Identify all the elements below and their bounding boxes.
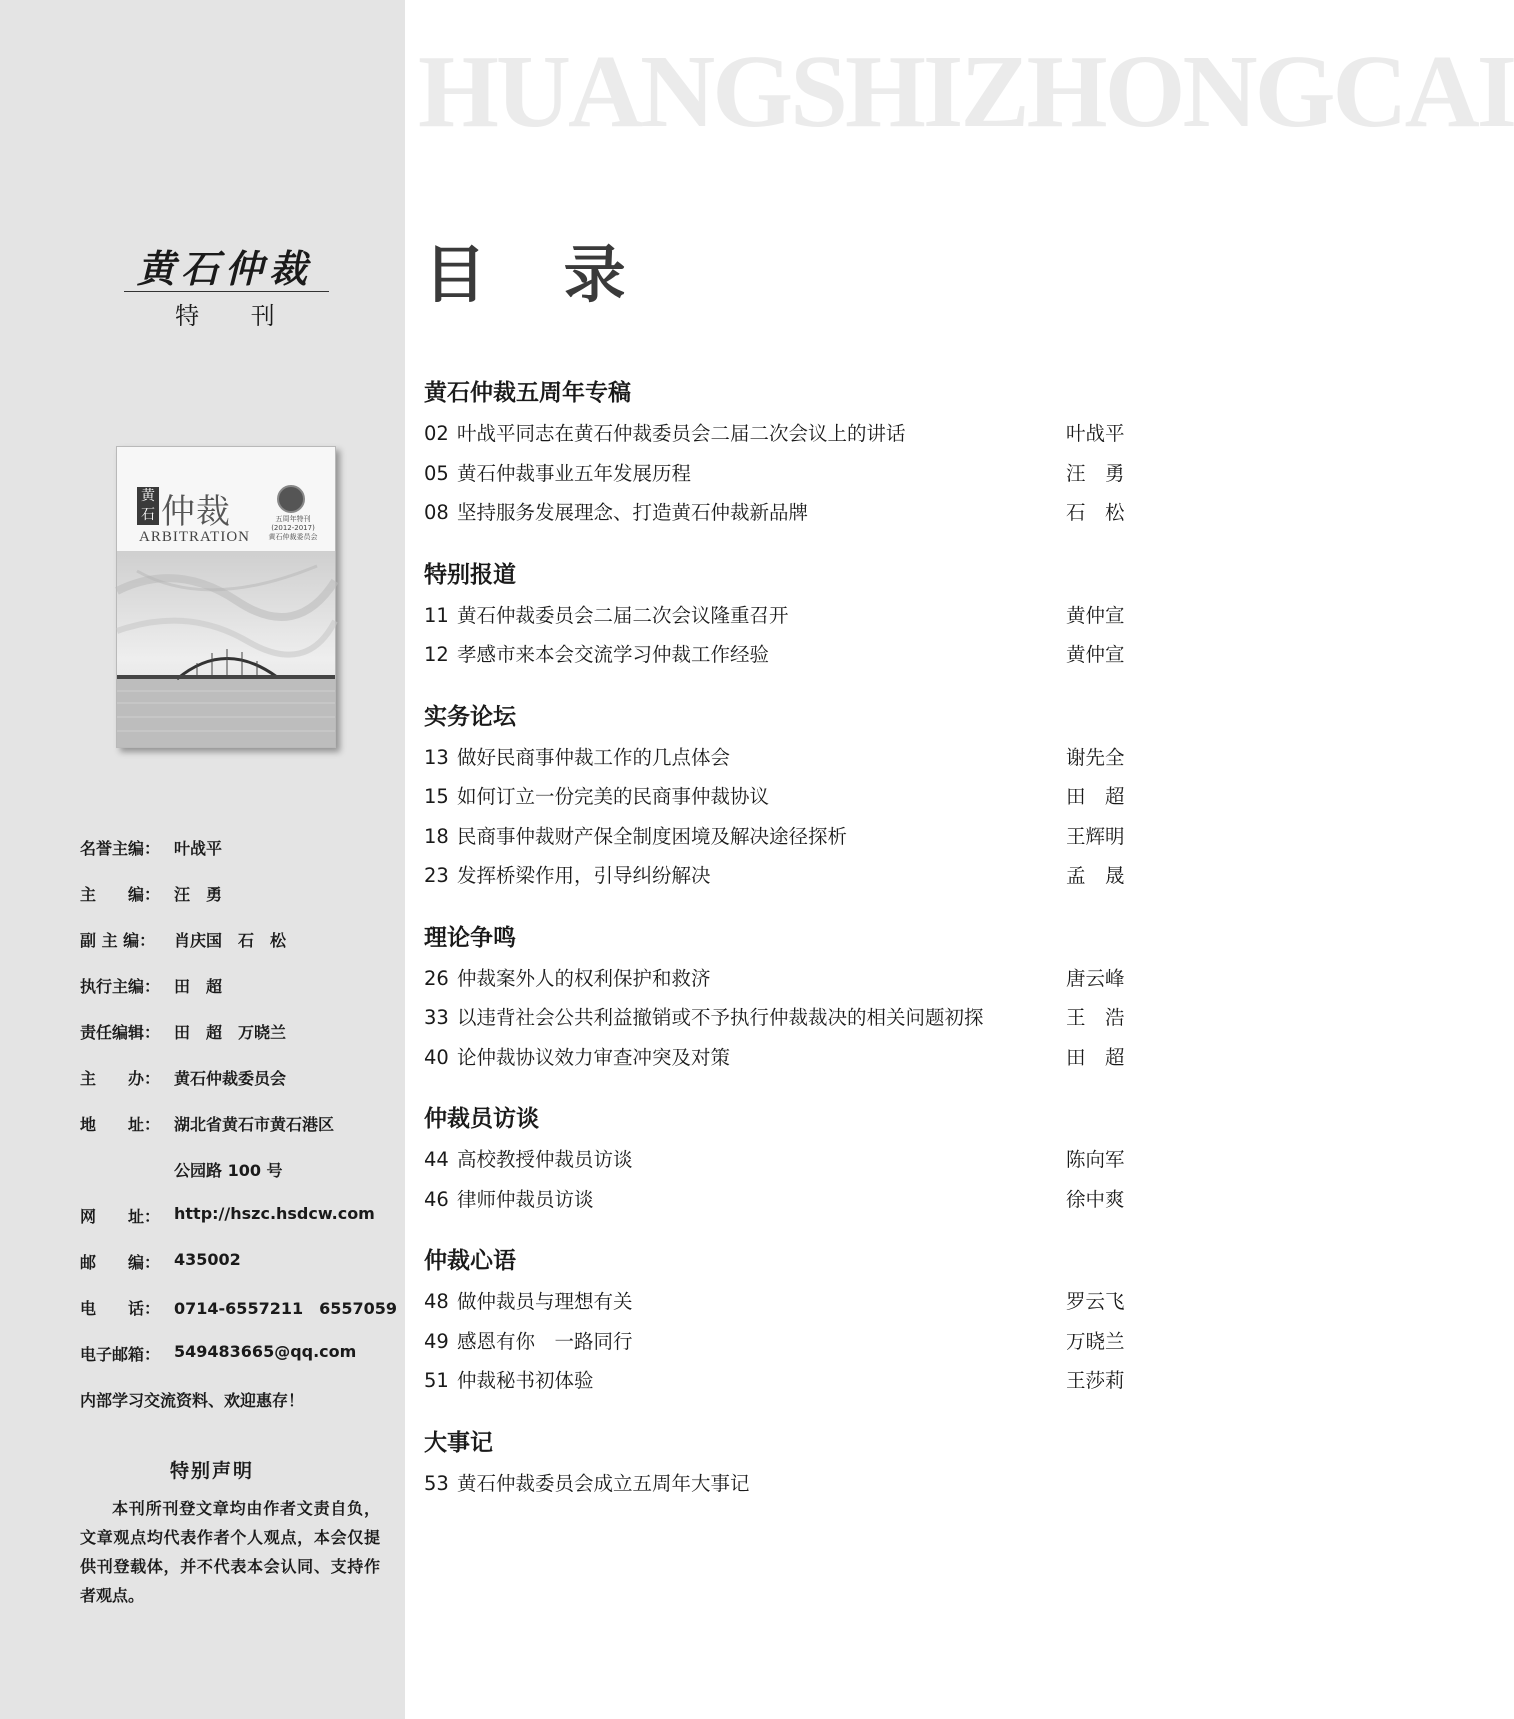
- toc-entry-title: 孝感市来本会交流学习仲裁工作经验: [457, 643, 770, 666]
- toc-entry-title: 黄石仲裁委员会成立五周年大事记: [457, 1471, 750, 1495]
- cover-logo-huang: 黄石: [137, 487, 159, 525]
- toc-section: [424, 917, 1132, 1078]
- cover-logo-arbitration: ARBITRATION: [139, 529, 250, 545]
- masthead-label: 主 办：: [80, 1069, 161, 1088]
- masthead-label: 名誉主编：: [80, 839, 161, 858]
- toc-entry-title: 仲裁秘书初体验: [457, 1369, 594, 1392]
- toc-entry[interactable]: [424, 1322, 1132, 1362]
- toc-entry-author: 唐云峰: [1066, 966, 1125, 990]
- masthead-value: 田 超: [174, 977, 223, 996]
- toc-entry[interactable]: [424, 1282, 1132, 1322]
- toc-entry[interactable]: [424, 596, 1132, 636]
- toc-section-title: 黄石仲裁五周年专稿: [424, 380, 631, 406]
- masthead-label: 网 址：: [80, 1207, 161, 1226]
- toc-entry-title: 坚持服务发展理念、打造黄石仲裁新品牌: [457, 501, 809, 524]
- toc-entry-title: 律师仲裁员访谈: [457, 1187, 594, 1211]
- toc-section: [424, 1422, 1132, 1504]
- toc-entry[interactable]: [424, 1361, 1132, 1401]
- title-divider: [124, 291, 329, 292]
- masthead: [80, 836, 400, 1434]
- masthead-label: 主 编：: [80, 885, 161, 904]
- toc-entry[interactable]: [424, 856, 1132, 896]
- masthead-email: 549483665@qq.com: [174, 1342, 357, 1361]
- masthead-value: 0714-6557211 6557059: [174, 1299, 398, 1318]
- masthead-value: 黄石仲裁委员会: [174, 1069, 287, 1088]
- masthead-value: 435002: [174, 1250, 241, 1269]
- toc-section-title: 实务论坛: [424, 703, 516, 730]
- toc-entry-title: 做仲裁员与理想有关: [457, 1290, 633, 1313]
- toc-page-number: 02: [424, 422, 449, 445]
- toc-entry[interactable]: [424, 1038, 1132, 1078]
- toc-entry[interactable]: [424, 414, 1132, 454]
- masthead-value: 汪 勇: [174, 885, 223, 904]
- bridge-photo: [117, 551, 335, 747]
- toc-section: [424, 372, 1132, 533]
- toc-entry-author: 王 浩: [1066, 1006, 1125, 1029]
- toc-page-number: 05: [424, 461, 449, 485]
- toc-entry-author: 汪 勇: [1066, 461, 1125, 485]
- toc-entry-author: 万晓兰: [1066, 1329, 1125, 1353]
- masthead-value: 肖庆国 石 松: [174, 931, 287, 950]
- masthead-address-line2: 公园路 100 号: [174, 1161, 283, 1180]
- toc-section: [424, 696, 1132, 896]
- toc-entry[interactable]: [424, 777, 1132, 817]
- toc-page-number: 18: [424, 824, 449, 848]
- toc-entry-author: 谢先全: [1066, 745, 1125, 769]
- toc-entry-title: 叶战平同志在黄石仲裁委员会二届二次会议上的讲话: [457, 422, 906, 445]
- toc-entry[interactable]: [424, 817, 1132, 857]
- masthead-row: [80, 1250, 400, 1296]
- toc-entry[interactable]: [424, 454, 1132, 494]
- toc-section: [424, 554, 1132, 675]
- toc-page-number: 49: [424, 1329, 449, 1353]
- toc-entry-author: 王辉明: [1066, 824, 1125, 848]
- toc-section-title: 特别报道: [424, 561, 516, 588]
- toc-entry-title: 以违背社会公共利益撤销或不予执行仲裁裁决的相关问题初探: [457, 1006, 984, 1029]
- toc-heading: 目 录: [424, 238, 654, 311]
- toc-entry-author: [1066, 1464, 1132, 1504]
- masthead-website: http://hszc.hsdcw.com: [174, 1204, 375, 1223]
- toc-entry-author: 黄仲宣: [1066, 643, 1125, 666]
- toc-entry-title: 黄石仲裁委员会二届二次会议隆重召开: [457, 603, 789, 627]
- masthead-label: 责任编辑：: [80, 1023, 161, 1042]
- toc-entry-author: 田 超: [1066, 785, 1125, 808]
- toc-entry-title: 发挥桥梁作用，引导纠纷解决: [457, 864, 711, 887]
- masthead-value: 湖北省黄石市黄石港区: [174, 1115, 335, 1134]
- toc-entry-title: 感恩有你 一路同行: [457, 1329, 633, 1353]
- masthead-row: [80, 928, 400, 974]
- toc-entry-title: 民商事仲裁财产保全制度困境及解决途径探析: [457, 824, 848, 848]
- magazine-title: 黄石仲裁: [136, 246, 313, 291]
- magazine-subtitle: 特 刊: [175, 302, 297, 330]
- watermark-text: HUANGSHIZHONGCAI: [418, 34, 1514, 149]
- cover-thumbnail: [116, 446, 336, 748]
- masthead-row: [80, 882, 400, 928]
- toc-page-number: 53: [424, 1471, 449, 1495]
- toc-entry-author: 石 松: [1066, 501, 1125, 524]
- declaration-text: 本刊所刊登文章均由作者文责自负，文章观点均代表作者个人观点，本会仅提供刊登载体，并不代表本会认同、支持作者观点。: [80, 1499, 380, 1605]
- masthead-row: [80, 1112, 400, 1158]
- toc-entry-author: 罗云飞: [1066, 1290, 1125, 1313]
- toc-entry-author: 田 超: [1066, 1045, 1125, 1069]
- toc-section: [424, 1240, 1132, 1401]
- toc-page-number: 12: [424, 643, 449, 666]
- toc-entry[interactable]: [424, 635, 1132, 675]
- masthead-row: [80, 1066, 400, 1112]
- toc-entry-title: 做好民商事仲裁工作的几点体会: [457, 745, 731, 769]
- toc-page-number: 23: [424, 864, 449, 887]
- toc-page-number: 15: [424, 785, 449, 808]
- masthead-note: 内部学习交流资料、欢迎惠存！: [80, 1391, 305, 1410]
- toc-section-title: 大事记: [424, 1429, 493, 1456]
- toc-entry[interactable]: [424, 1180, 1132, 1220]
- toc-page-number: 11: [424, 603, 449, 627]
- toc-page-number: 48: [424, 1290, 449, 1313]
- masthead-label: 副 主 编：: [80, 931, 156, 950]
- toc-entry-author: 徐中爽: [1066, 1187, 1125, 1211]
- masthead-label: 电 话：: [80, 1299, 161, 1318]
- masthead-row: [80, 1342, 400, 1388]
- declaration-title: 特别声明: [170, 1460, 255, 1482]
- masthead-row: [80, 1204, 400, 1250]
- toc-page-number: 40: [424, 1045, 449, 1069]
- masthead-label: 邮 编：: [80, 1253, 161, 1272]
- masthead-label: 电子邮箱：: [80, 1345, 161, 1364]
- toc-entry-author: 黄仲宣: [1066, 603, 1125, 627]
- table-of-contents: [424, 372, 1132, 1524]
- toc-entry-title: 高校教授仲裁员访谈: [457, 1148, 633, 1171]
- toc-page-number: 51: [424, 1369, 449, 1392]
- toc-entry-author: 王莎莉: [1066, 1369, 1125, 1392]
- masthead-row: [80, 1020, 400, 1066]
- toc-section-title: 仲裁员访谈: [424, 1106, 539, 1132]
- toc-section-title: 理论争鸣: [424, 924, 516, 951]
- masthead-row: [80, 974, 400, 1020]
- toc-entry-title: 黄石仲裁事业五年发展历程: [457, 461, 692, 485]
- toc-page-number: 46: [424, 1187, 449, 1211]
- emblem-icon: [277, 485, 305, 513]
- cover-logo-zhongcai: 仲裁: [161, 492, 231, 532]
- toc-entry-title: 如何订立一份完美的民商事仲裁协议: [457, 785, 770, 808]
- cover-edition-text: 五周年特刊 (2012-2017) 黄石仲裁委员会: [268, 515, 318, 541]
- toc-entry-author: 孟 晟: [1066, 864, 1125, 887]
- toc-entry[interactable]: [424, 1140, 1132, 1180]
- toc-entry[interactable]: [424, 738, 1132, 778]
- toc-section: [424, 1098, 1132, 1219]
- toc-page-number: 33: [424, 1006, 449, 1029]
- toc-entry[interactable]: [424, 1464, 1132, 1504]
- toc-entry-author: 陈向军: [1066, 1148, 1125, 1171]
- toc-section-title: 仲裁心语: [424, 1248, 516, 1274]
- toc-entry[interactable]: [424, 959, 1132, 999]
- toc-page-number: 44: [424, 1148, 449, 1171]
- masthead-label: 执行主编：: [80, 977, 161, 996]
- masthead-label: 地 址：: [80, 1115, 161, 1134]
- toc-entry-title: 仲裁案外人的权利保护和救济: [457, 966, 711, 990]
- toc-entry[interactable]: [424, 998, 1132, 1038]
- masthead-row: [80, 836, 400, 882]
- toc-entry[interactable]: [424, 493, 1132, 533]
- masthead-value: 叶战平: [174, 839, 223, 858]
- toc-page-number: 26: [424, 966, 449, 990]
- toc-entry-author: 叶战平: [1066, 422, 1125, 445]
- masthead-value: 田 超 万晓兰: [174, 1023, 287, 1042]
- toc-page-number: 08: [424, 501, 449, 524]
- toc-entry-title: 论仲裁协议效力审查冲突及对策: [457, 1045, 731, 1069]
- toc-page-number: 13: [424, 745, 449, 769]
- masthead-row: [80, 1296, 400, 1342]
